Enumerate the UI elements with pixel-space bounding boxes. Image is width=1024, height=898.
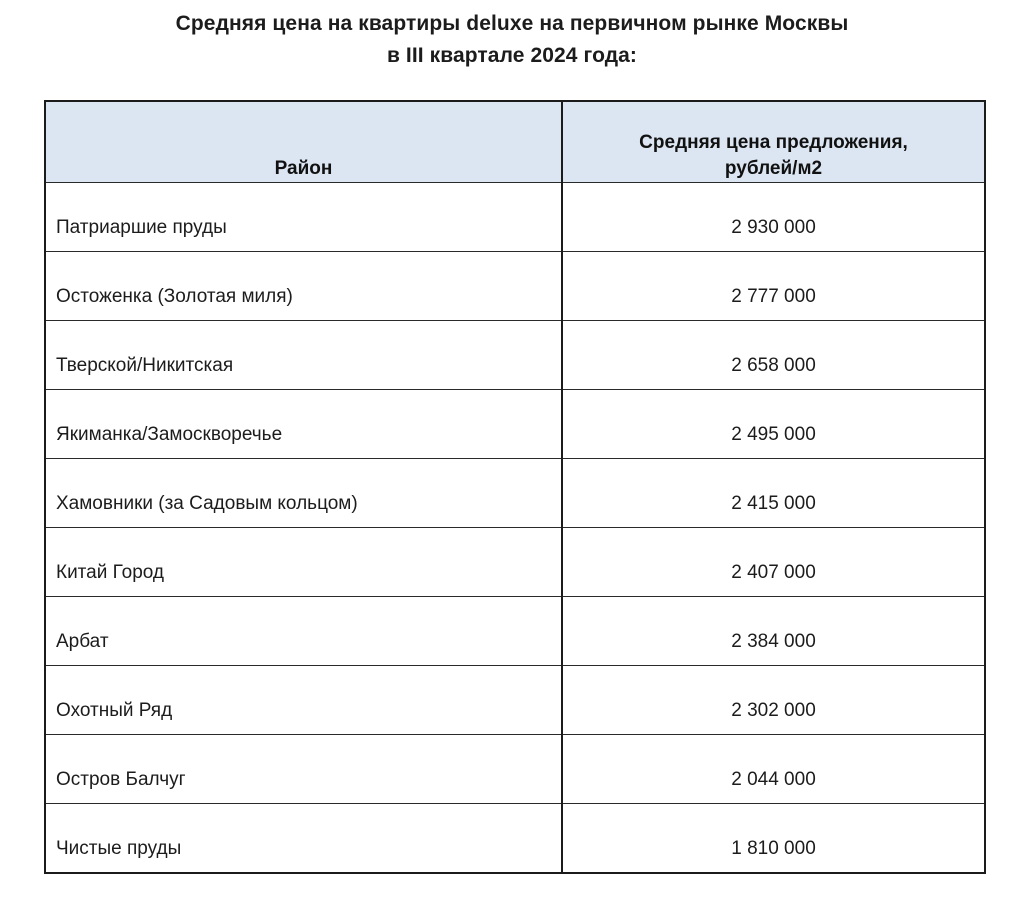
cell-district <box>45 183 562 252</box>
table-row <box>45 804 985 874</box>
cell-price-value: 2 495 000 <box>731 424 816 445</box>
cell-price <box>562 597 985 666</box>
cell-district-label: Хамовники (за Садовым кольцом) <box>56 493 358 514</box>
cell-district-label: Остров Балчуг <box>56 769 186 790</box>
table-header-row <box>45 101 985 183</box>
cell-price <box>562 804 985 874</box>
cell-price-value: 1 810 000 <box>731 838 816 859</box>
cell-district <box>45 252 562 321</box>
cell-price <box>562 528 985 597</box>
table-row <box>45 666 985 735</box>
page-title-line-2: в III квартале 2024 года: <box>386 44 638 67</box>
page-title-line-1: Средняя цена на квартиры deluxe на первичном рынке Москвы <box>175 12 849 35</box>
cell-district <box>45 321 562 390</box>
table-row <box>45 252 985 321</box>
cell-district-label: Китай Город <box>56 562 165 583</box>
column-header-price-label-line-1: Средняя цена предложения, <box>639 132 908 153</box>
price-table <box>44 100 986 874</box>
table-row <box>45 528 985 597</box>
cell-district <box>45 666 562 735</box>
cell-district <box>45 597 562 666</box>
table-row <box>45 597 985 666</box>
cell-price-value: 2 044 000 <box>731 769 816 790</box>
table-row <box>45 183 985 252</box>
cell-district-label: Остоженка (Золотая миля) <box>56 286 293 307</box>
cell-district-label: Чистые пруды <box>56 838 182 859</box>
column-header-price-label-line-2: рублей/м2 <box>724 158 823 179</box>
price-table-container <box>44 100 984 874</box>
cell-district <box>45 459 562 528</box>
table-row <box>45 459 985 528</box>
cell-price <box>562 459 985 528</box>
cell-district-label: Тверской/Никитская <box>56 355 234 376</box>
cell-price <box>562 321 985 390</box>
cell-district-label: Охотный Ряд <box>56 700 173 721</box>
cell-district-label: Арбат <box>56 631 109 652</box>
cell-price <box>562 390 985 459</box>
page-title <box>0 8 1024 72</box>
column-header-district <box>45 101 562 183</box>
cell-price <box>562 252 985 321</box>
cell-district <box>45 390 562 459</box>
cell-district <box>45 804 562 874</box>
column-header-district-label: Район <box>274 158 333 179</box>
cell-price-value: 2 384 000 <box>731 631 816 652</box>
cell-district <box>45 528 562 597</box>
cell-price-value: 2 407 000 <box>731 562 816 583</box>
cell-price-value: 2 777 000 <box>731 286 816 307</box>
cell-price-value: 2 930 000 <box>731 217 816 238</box>
table-body <box>45 183 985 874</box>
cell-price <box>562 666 985 735</box>
cell-price-value: 2 658 000 <box>731 355 816 376</box>
column-header-price <box>562 101 985 183</box>
table-row <box>45 735 985 804</box>
cell-district-label: Якиманка/Замоскворечье <box>56 424 283 445</box>
table-row <box>45 321 985 390</box>
cell-price <box>562 183 985 252</box>
table-header <box>45 101 985 183</box>
cell-price-value: 2 415 000 <box>731 493 816 514</box>
cell-price-value: 2 302 000 <box>731 700 816 721</box>
cell-district-label: Патриаршие пруды <box>56 217 227 238</box>
cell-district <box>45 735 562 804</box>
cell-price <box>562 735 985 804</box>
table-row <box>45 390 985 459</box>
